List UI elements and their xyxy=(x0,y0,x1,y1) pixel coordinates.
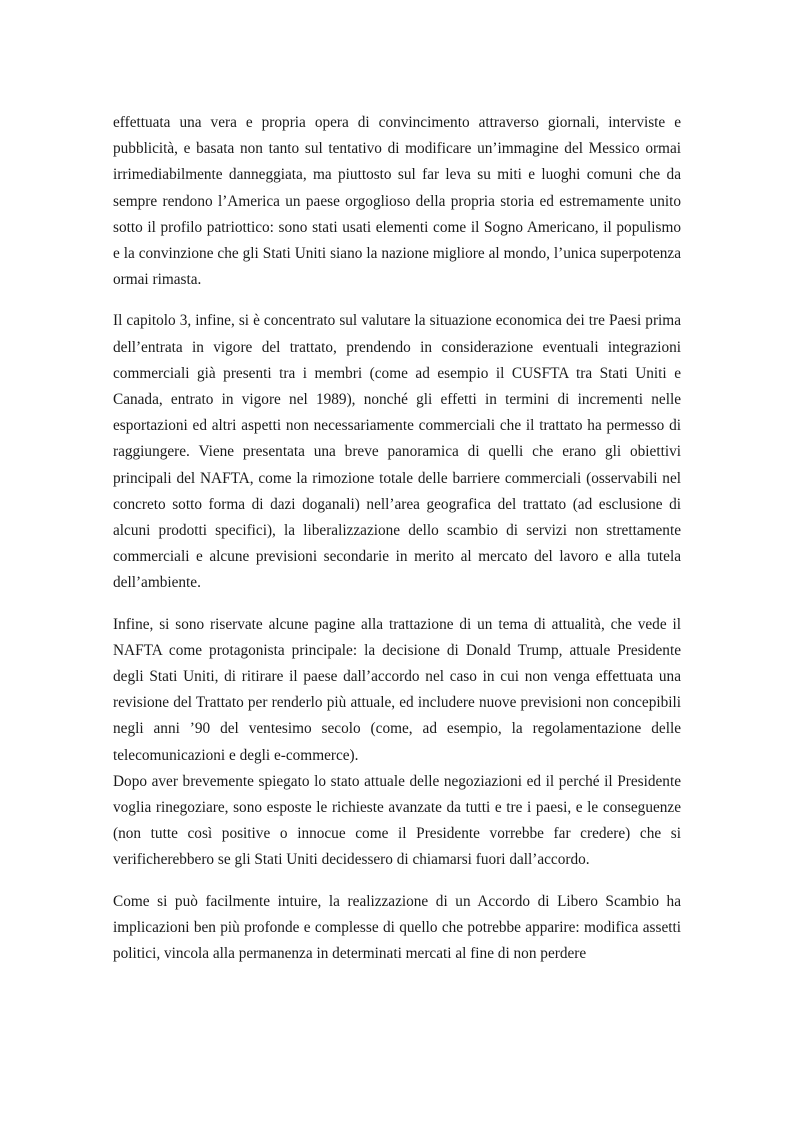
paragraph-4: Dopo aver brevemente spiegato lo stato attuale delle negoziazioni ed il perché il Presidente voglia rinegoziare, sono esposte le richieste avanzate da tutti e tre i paesi, e le conseguenze (non tutte così positive o innocue come il Presidente vorrebbe far credere) che si verificherebbero se gli Stati Uniti decidessero di chiamarsi fuori dall’accordo. xyxy=(113,772,681,869)
paragraph-3: Infine, si sono riservate alcune pagine alla trattazione di un tema di attualità, che vede il NAFTA come protagonista principale: la decisione di Donald Trump, attuale Presidente degli Stati Uniti, di ritirare il paese dall’accordo nel caso in cui non venga effettuata una revisione del Trattato per renderlo più attuale, ed includere nuove previsioni non concepibili negli anni ’90 del ventesimo secolo (come, ad esempio, la regolamentazione delle telecomunicazioni e degli e-commerce). xyxy=(113,615,681,764)
paragraph-1: effettuata una vera e propria opera di convincimento attraverso giornali, interviste e pubblicità, e basata non tanto sul tentativo di modificare un’immagine del Messico ormai irrimediabilmente danneggiata, ma piuttosto sul far leva su miti e luoghi comuni che da sempre rendono l’America un paese orgoglioso della propria storia ed estremamente unito sotto il profilo patriottico: sono stati usati elementi come il Sogno Americano, il populismo e la convinzione che gli Stati Uniti siano la nazione migliore al mondo, l’unica superpotenza ormai rimasta. xyxy=(113,114,681,289)
document-page xyxy=(113,110,681,967)
paragraph-2: Il capitolo 3, infine, si è concentrato sul valutare la situazione economica dei tre Paesi prima dell’entrata in vigore del trattato, prendendo in considerazione eventuali integrazioni commerciali già presenti tra i membri (come ad esempio il CUSFTA tra Stati Uniti e Canada, entrato in vigore nel 1989), nonché gli effetti in termini di incrementi nelle esportazioni ed altri aspetti non necessariamente commerciali che il trattato ha permesso di raggiungere. Viene presentata una breve panoramica di quelli che erano gli obiettivi principali del NAFTA, come la rimozione totale delle barriere commerciali (osservabili nel concreto sotto forma di dazi doganali) nell’area geografica del trattato (ad esclusione di alcuni prodotti specifici), la liberalizzazione dello scambio di servizi non strettamente commerciali e alcune previsioni secondarie in merito al mercato del lavoro e alla tutela dell’ambiente. xyxy=(113,312,681,592)
paragraph-5: Come si può facilmente intuire, la realizzazione di un Accordo di Libero Scambio ha implicazioni ben più profonde e complesse di quello che potrebbe apparire: modifica assetti politici, vincola alla permanenza in determinati mercati al fine di non perdere xyxy=(113,892,681,963)
